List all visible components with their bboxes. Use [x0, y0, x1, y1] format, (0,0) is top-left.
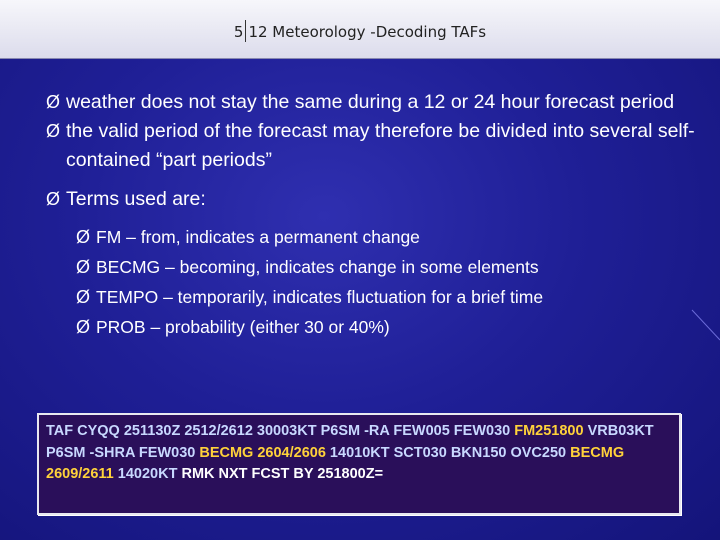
- taf-segment: TAF CYQQ 251130Z 2512/2612 30003KT P6SM -RA FEW005 FEW030: [46, 423, 515, 439]
- title-text: 12 Meteorology -Decoding TAFs: [248, 23, 487, 41]
- slide-title: [0, 20, 720, 42]
- term-text: PROB – probability (either 30 or 40%): [96, 317, 390, 337]
- arrow-bullet-icon: Ø: [76, 257, 91, 277]
- arrow-bullet-icon: Ø: [76, 227, 91, 247]
- taf-segment-becmg: BECMG 2604/2606: [199, 444, 326, 461]
- term-text: BECMG – becoming, indicates change in some elements: [96, 257, 539, 277]
- taf-segment-fm: FM251800: [514, 423, 584, 439]
- bullet-list: [46, 88, 706, 342]
- title-bar: [0, 0, 720, 58]
- taf-segment: VRB03KT P6SM -SHRA FEW030: [46, 423, 654, 461]
- taf-segment-rmk: RMK NXT FCST BY 251800Z=: [181, 466, 384, 482]
- taf-segment-becmg: BECMG 2609/2611: [46, 444, 625, 482]
- term-text: TEMPO – temporarily, indicates fluctuation for a brief time: [96, 287, 544, 307]
- arrow-bullet-icon: Ø: [46, 121, 61, 141]
- taf-text: [46, 421, 676, 486]
- decorative-line: [690, 300, 720, 360]
- bullet-1: [46, 88, 706, 117]
- taf-example-box: [37, 413, 681, 515]
- arrow-bullet-icon: Ø: [76, 317, 91, 337]
- bullet-text: the valid period of the forecast may therefore be divided into several self-contained “part periods”: [66, 120, 695, 171]
- term-item-prob: [76, 312, 706, 342]
- arrow-bullet-icon: Ø: [76, 287, 91, 307]
- taf-segment: 14020KT: [113, 466, 182, 482]
- bullet-3: [46, 185, 706, 214]
- arrow-bullet-icon: Ø: [46, 92, 61, 112]
- taf-segment: 14010KT SCT030 BKN150 OVC250: [325, 444, 571, 461]
- title-number: 5: [233, 23, 244, 41]
- arrow-bullet-icon: Ø: [46, 189, 61, 209]
- term-item-tempo: [76, 282, 706, 312]
- title-separator: [245, 20, 246, 42]
- term-item-fm: [76, 222, 706, 252]
- term-item-becmg: [76, 252, 706, 282]
- bullet-2: [46, 117, 706, 175]
- bullet-text: Terms used are:: [66, 188, 206, 210]
- bullet-text: weather does not stay the same during a 12 or 24 hour forecast period: [66, 91, 675, 113]
- terms-list: [76, 222, 706, 342]
- term-text: FM – from, indicates a permanent change: [96, 227, 420, 247]
